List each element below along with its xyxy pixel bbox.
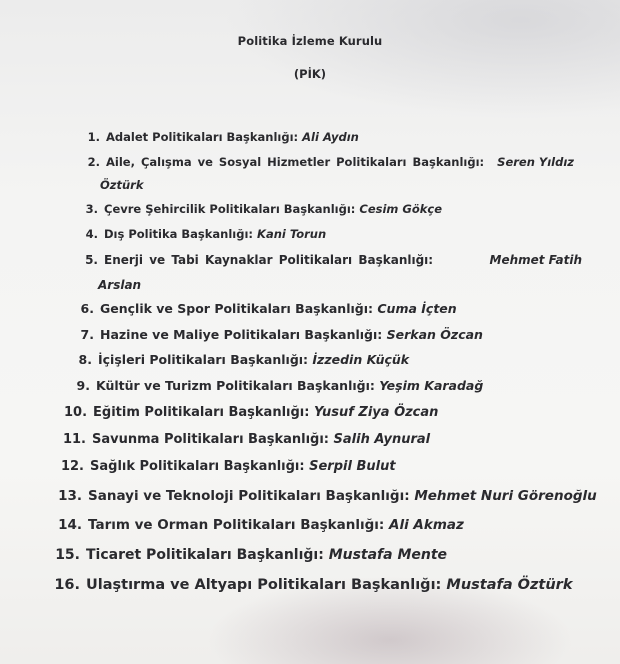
person-name: Yeşim Karadağ	[379, 378, 484, 393]
office-name: Adalet Politikaları Başkanlığı:	[106, 130, 299, 144]
office-name: Çevre Şehircilik Politikaları Başkanlığı:	[104, 202, 356, 216]
office-name: Dış Politika Başkanlığı:	[104, 227, 254, 241]
list-item	[58, 490, 597, 504]
list-item	[76, 303, 457, 316]
item-number: 1.	[87, 130, 100, 144]
item-number: 5.	[85, 253, 98, 267]
office-name: Sağlık Politikaları Başkanlığı:	[90, 459, 305, 474]
item-number: 4.	[85, 227, 98, 241]
list-item	[84, 157, 574, 169]
person-name-continued: Öztürk	[100, 178, 144, 192]
office-name: Enerji ve Tabi Kaynaklar Politikaları Başkanlığı:	[104, 253, 434, 267]
list-item	[64, 406, 438, 419]
person-name: Mustafa Mente	[328, 547, 448, 563]
person-name: Serpil Bulut	[309, 459, 396, 474]
office-name: İçişleri Politikaları Başkanlığı:	[98, 352, 309, 367]
person-name: Ali Akmaz	[389, 517, 464, 533]
document-abbreviation: (PİK)	[293, 67, 327, 81]
list-item	[68, 380, 483, 393]
list-item	[56, 519, 464, 533]
item-number: 11.	[62, 432, 86, 447]
person-name: Cuma İçten	[377, 301, 457, 316]
person-name: Serkan Özcan	[386, 327, 483, 342]
person-name: Ali Aydın	[302, 130, 359, 144]
list-item	[72, 354, 409, 367]
list-item	[52, 578, 572, 593]
list-item	[80, 254, 582, 266]
person-name: Salih Aynural	[333, 432, 431, 447]
list-item	[82, 204, 442, 216]
person-name: Mehmet Nuri Görenoğlu	[414, 488, 597, 504]
item-number: 13.	[58, 488, 82, 504]
person-name: Mustafa Öztürk	[446, 577, 573, 593]
office-name: Ticaret Politikaları Başkanlığı:	[86, 547, 324, 563]
person-name: Mehmet Fatih	[489, 253, 582, 267]
list-item	[74, 329, 483, 342]
person-name: İzzedin Küçük	[312, 352, 410, 367]
document-title: Politika İzleme Kurulu	[237, 34, 383, 48]
office-name: Hazine ve Maliye Politikaları Başkanlığı:	[100, 327, 383, 342]
person-name: Kani Torun	[257, 227, 327, 241]
item-number: 8.	[78, 352, 92, 367]
office-name: Aile, Çalışma ve Sosyal Hizmetler Politikaları Başkanlığı:	[106, 155, 485, 169]
item-number: 15.	[55, 547, 80, 563]
item-number: 3.	[85, 202, 98, 216]
item-number: 7.	[80, 327, 94, 342]
office-name: Ulaştırma ve Altyapı Politikaları Başkanlığı:	[86, 577, 442, 593]
item-number: 10.	[64, 405, 88, 420]
office-name: Sanayi ve Teknoloji Politikaları Başkanlığı:	[88, 488, 410, 504]
list-item	[84, 132, 359, 144]
person-name: Yusuf Ziya Özcan	[314, 405, 439, 420]
item-number: 16.	[54, 577, 80, 593]
office-name: Savunma Politikaları Başkanlığı:	[92, 432, 330, 447]
office-name: Kültür ve Turizm Politikaları Başkanlığı:	[96, 378, 375, 393]
list-item	[60, 460, 396, 473]
item-number: 12.	[60, 459, 84, 474]
person-name: Cesim Gökçe	[359, 202, 443, 216]
item-number: 14.	[58, 517, 82, 533]
office-name: Tarım ve Orman Politikaları Başkanlığı:	[88, 517, 385, 533]
office-name: Eğitim Politikaları Başkanlığı:	[93, 405, 310, 420]
list-item	[62, 433, 430, 446]
item-number: 6.	[80, 301, 94, 316]
list-item	[54, 548, 447, 562]
person-name: Seren Yıldız	[497, 155, 574, 169]
person-name-continued: Arslan	[98, 278, 142, 292]
list-item	[82, 229, 326, 241]
item-number: 9.	[76, 378, 90, 393]
office-name: Gençlik ve Spor Politikaları Başkanlığı:	[100, 301, 374, 316]
item-number: 2.	[87, 155, 100, 169]
